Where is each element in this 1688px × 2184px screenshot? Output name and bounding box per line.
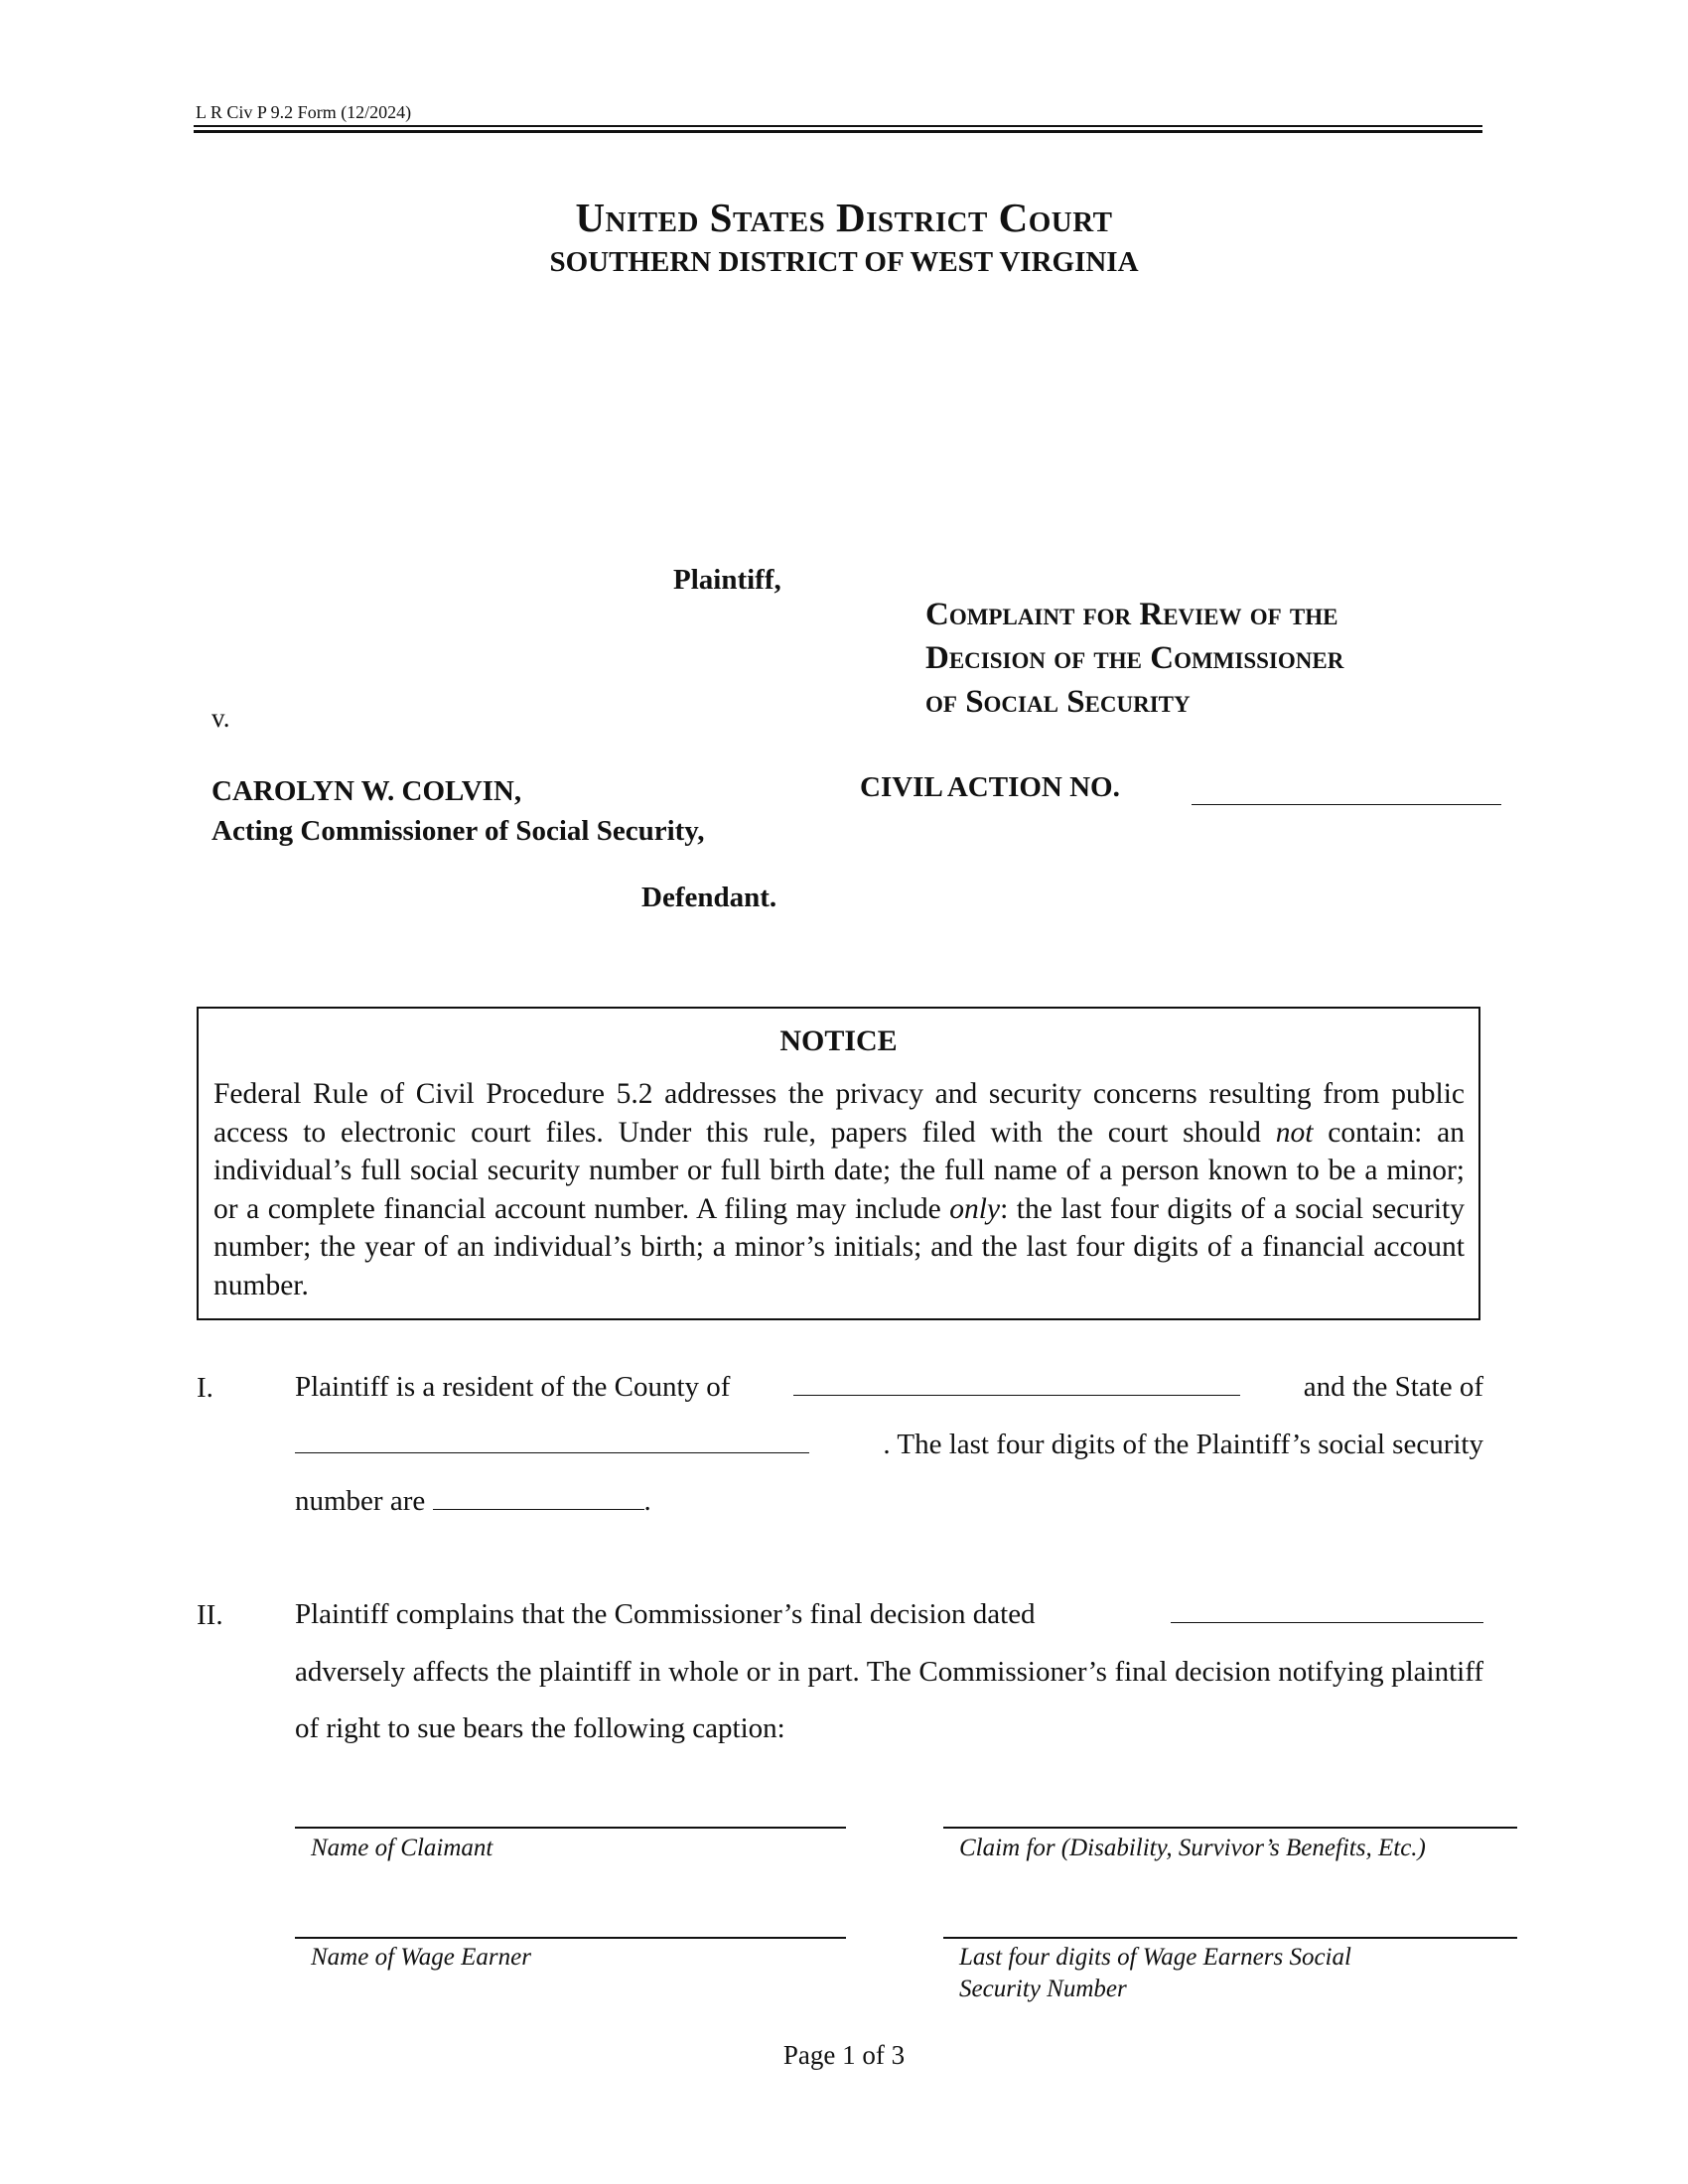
header-rule xyxy=(194,125,1482,127)
notice-text: contain: an individual’s full social security number or full birth date; the full name of a person known to be a minor; or a complete financial account number. A filing may include xyxy=(213,1116,1465,1225)
paragraph-text: number are xyxy=(295,1485,426,1517)
wage-earner-label: Name of Wage Earner xyxy=(311,1944,531,1971)
claim-for-field[interactable] xyxy=(943,1827,1517,1829)
plaintiff-label: Plaintiff, xyxy=(673,564,781,596)
header-rule-thick xyxy=(194,130,1482,133)
wage-earner-ssn-field[interactable] xyxy=(943,1937,1517,1939)
notice-body xyxy=(213,1075,1465,1304)
form-id: L R Civ P 9.2 Form (12/2024) xyxy=(196,102,412,122)
county-field[interactable] xyxy=(793,1371,1240,1396)
defendant-label: Defendant. xyxy=(641,882,777,913)
complaint-title-line: Complaint for Review of the xyxy=(925,597,1338,632)
ssn-last-four-field[interactable] xyxy=(433,1485,644,1510)
notice-text: : the last four digits of a social security number; the year of an individual’s birth; a minor’s initials; and the last four digits of a financial account number. xyxy=(213,1192,1465,1301)
notice-emphasis: not xyxy=(1275,1116,1314,1149)
court-title: United States District Court xyxy=(575,195,1113,240)
decision-date-field[interactable] xyxy=(1171,1598,1483,1623)
paragraph-text: . xyxy=(643,1485,651,1517)
court-district: SOUTHERN DISTRICT OF WEST VIRGINIA xyxy=(549,246,1139,278)
paragraph-text: adversely affects the plaintiff in whole or in part. The Commissioner’s final decision notifying plaintiff of right to sue bears the following caption: xyxy=(295,1655,1483,1744)
paragraph-number: I. xyxy=(197,1372,213,1404)
paragraph-number: II. xyxy=(197,1599,223,1631)
defendant-name: CAROLYN W. COLVIN, xyxy=(211,775,522,807)
claimant-name-field[interactable] xyxy=(295,1827,846,1829)
claim-for-label: Claim for (Disability, Survivor’s Benefits, Etc.) xyxy=(959,1835,1426,1861)
paragraph-text: . The last four digits of the Plaintiff’s social security xyxy=(883,1428,1483,1460)
defendant-title: Acting Commissioner of Social Security, xyxy=(211,815,705,847)
state-field[interactable] xyxy=(295,1429,809,1453)
paragraph-text: and the State of xyxy=(1303,1371,1483,1403)
wage-earner-name-field[interactable] xyxy=(295,1937,846,1939)
claimant-label: Name of Claimant xyxy=(311,1835,493,1861)
paragraph-text: Plaintiff is a resident of the County of xyxy=(295,1371,731,1403)
civil-action-number-field[interactable] xyxy=(1192,804,1501,805)
versus: v. xyxy=(211,703,230,733)
complaint-title xyxy=(925,593,1343,724)
defendant-block xyxy=(211,771,704,851)
civil-action-label: CIVIL ACTION NO. xyxy=(860,771,1120,803)
notice-title: NOTICE xyxy=(779,1024,898,1057)
notice-text: Federal Rule of Civil Procedure 5.2 addresses the privacy and security concerns resulting from public access to electronic court files. Under this rule, papers filed with the court should xyxy=(213,1078,1465,1149)
paragraph-text: Plaintiff complains that the Commissioner’s final decision dated xyxy=(295,1598,1036,1630)
complaint-title-line: of Social Security xyxy=(925,684,1191,720)
complaint-title-line: Decision of the Commissioner xyxy=(925,640,1344,676)
paragraph-2 xyxy=(295,1586,1483,1758)
notice-emphasis: only xyxy=(949,1192,1001,1225)
wage-earner-ssn-label: Last four digits of Wage Earners Social Security Number xyxy=(959,1944,1351,2002)
paragraph-1 xyxy=(295,1359,1483,1531)
page-number: Page 1 of 3 xyxy=(782,2040,906,2070)
